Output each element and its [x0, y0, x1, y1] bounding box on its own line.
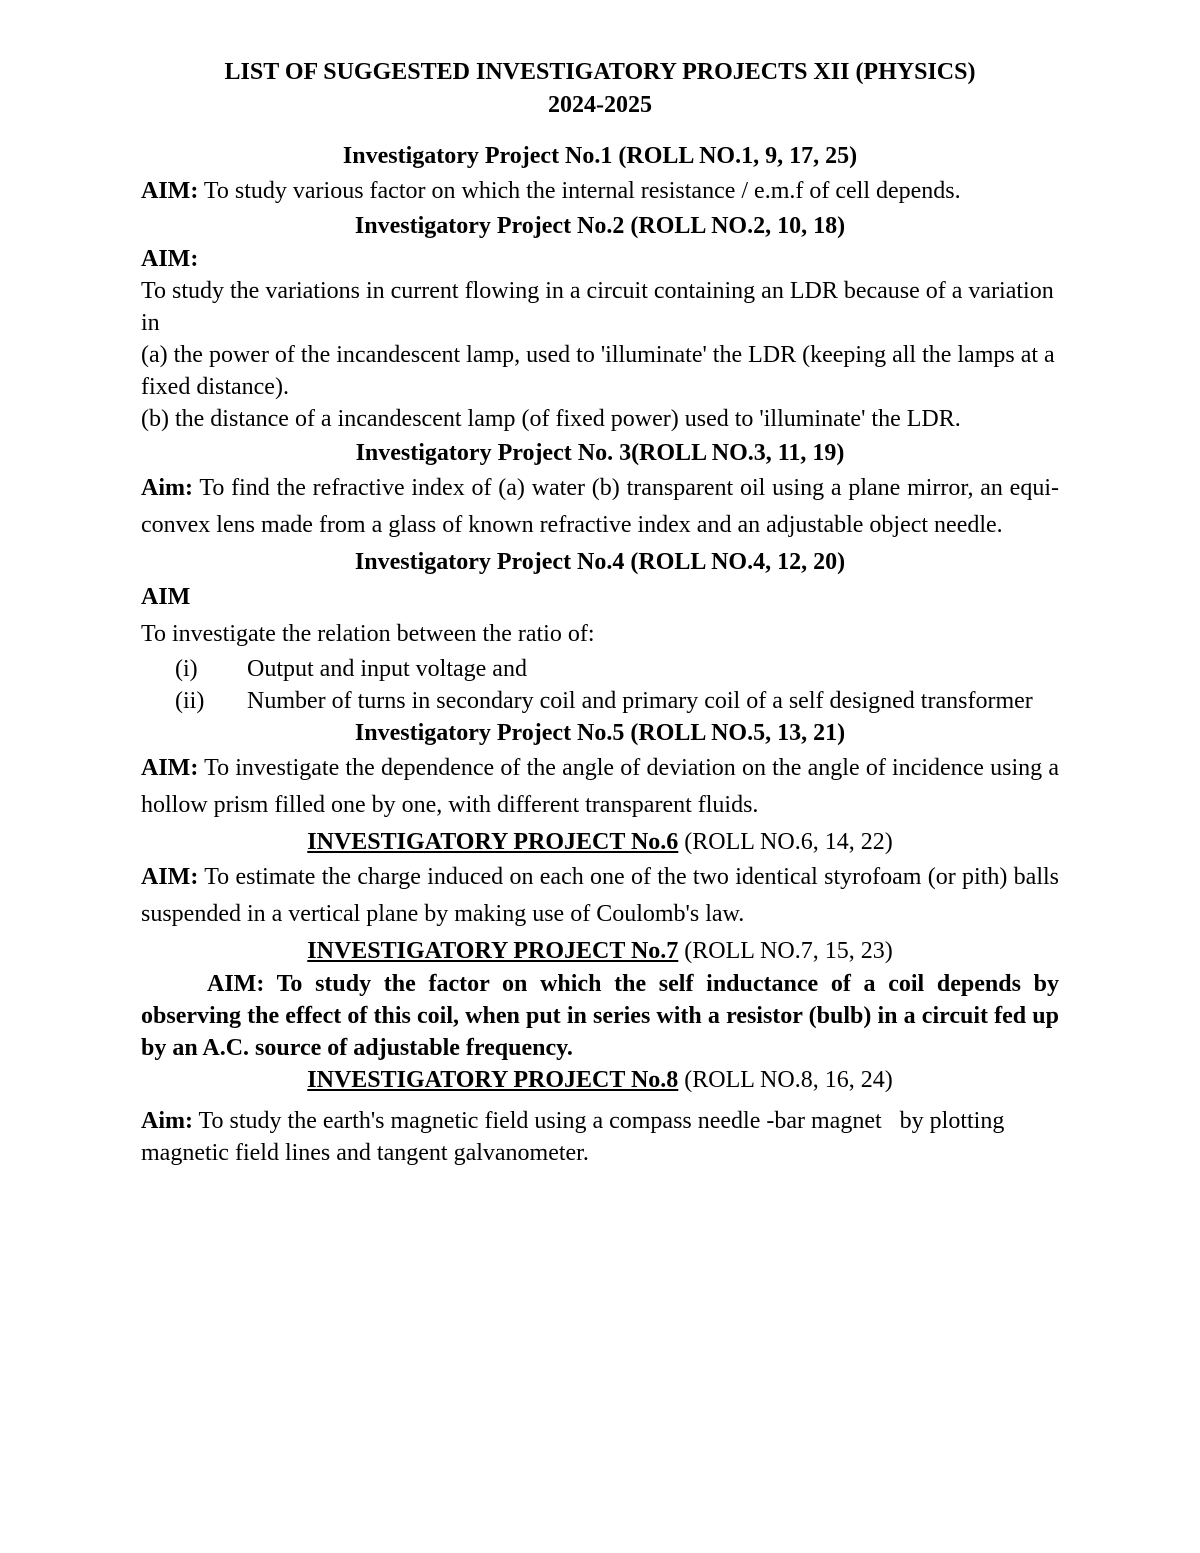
heading-main: INVESTIGATORY PROJECT No.8	[307, 1067, 679, 1093]
document-content	[141, 56, 1059, 1169]
list-item-text: Output and input voltage and	[247, 656, 527, 682]
project-1-aim	[141, 173, 1059, 210]
project-8-heading	[141, 1064, 1059, 1097]
project-8-aim	[141, 1105, 1059, 1169]
list-item	[141, 685, 1059, 717]
aim-text: To study the earth's magnetic field using a compass needle -bar magnet by plotting magnetic field lines and tangent galvanometer.	[141, 1108, 1011, 1166]
aim-text: To find the refractive index of (a) water (b) transparent oil using a plane mirror, an equi-convex lens made from a glass of known refractive index and an adjustable object needle.	[141, 475, 1059, 538]
aim-label: AIM:	[141, 755, 199, 781]
heading-main: INVESTIGATORY PROJECT No.6	[307, 829, 679, 855]
project-6-heading	[141, 826, 1059, 859]
heading-main: INVESTIGATORY PROJECT No.7	[307, 938, 679, 964]
list-item-text: Number of turns in secondary coil and primary coil of a self designed transformer	[247, 688, 1033, 714]
document-title: LIST OF SUGGESTED INVESTIGATORY PROJECTS XII (PHYSICS)	[224, 59, 976, 85]
project-3-heading: Investigatory Project No. 3(ROLL NO.3, 11, 19)	[355, 440, 845, 466]
aim-label: AIM:	[141, 864, 199, 890]
aim-text: To investigate the dependence of the angle of deviation on the angle of incidence using a hollow prism filled one by one, with different transparent fluids.	[141, 755, 1059, 818]
project-4-heading: Investigatory Project No.4 (ROLL NO.4, 12, 20)	[354, 549, 846, 575]
project-2-aim-label: AIM:	[141, 246, 199, 272]
heading-roll: (ROLL NO.6, 14, 22)	[678, 829, 893, 855]
project-2-item-a: (a) the power of the incandescent lamp, used to 'illuminate' the LDR (keeping all the lamps at a fixed distance).	[141, 342, 1055, 400]
aim-label: Aim:	[141, 1108, 193, 1134]
project-5-aim	[141, 750, 1059, 824]
project-1-heading: Investigatory Project No.1 (ROLL NO.1, 9, 17, 25)	[342, 143, 858, 169]
heading-roll: (ROLL NO.7, 15, 23)	[678, 938, 893, 964]
document-year: 2024-2025	[548, 92, 652, 118]
project-2-heading: Investigatory Project No.2 (ROLL NO.2, 10, 18)	[354, 213, 846, 239]
list-item-number: (i)	[175, 656, 198, 682]
aim-text: To estimate the charge induced on each one of the two identical styrofoam (or pith) balls suspended in a vertical plane by making use of Coulomb's law.	[141, 864, 1059, 927]
project-7-heading	[141, 935, 1059, 968]
heading-roll: (ROLL NO.8, 16, 24)	[678, 1067, 893, 1093]
project-7-aim: AIM: To study the factor on which the self inductance of a coil depends by observing the effect of this coil, when put in series with a resistor (bulb) in a circuit fed up by an A.C. source of adjustable frequency.	[141, 971, 1059, 1061]
aim-label: Aim:	[141, 475, 193, 501]
project-4-aim-intro: To investigate the relation between the ratio of:	[141, 621, 595, 647]
aim-label: AIM:	[141, 178, 199, 204]
project-2-aim-intro: To study the variations in current flowing in a circuit containing an LDR because of a variation in	[141, 278, 1054, 336]
project-6-aim	[141, 859, 1059, 933]
project-2-item-b: (b) the distance of a incandescent lamp (of fixed power) used to 'illuminate' the LDR.	[141, 406, 961, 432]
list-item-number: (ii)	[175, 688, 205, 714]
project-5-heading: Investigatory Project No.5 (ROLL NO.5, 13, 21)	[354, 720, 846, 746]
project-4-list	[141, 653, 1059, 717]
project-4-aim-label: AIM	[141, 584, 191, 610]
project-3-aim	[141, 470, 1059, 544]
aim-text: To study various factor on which the internal resistance / e.m.f of cell depends.	[198, 178, 961, 204]
list-item	[141, 653, 1059, 685]
